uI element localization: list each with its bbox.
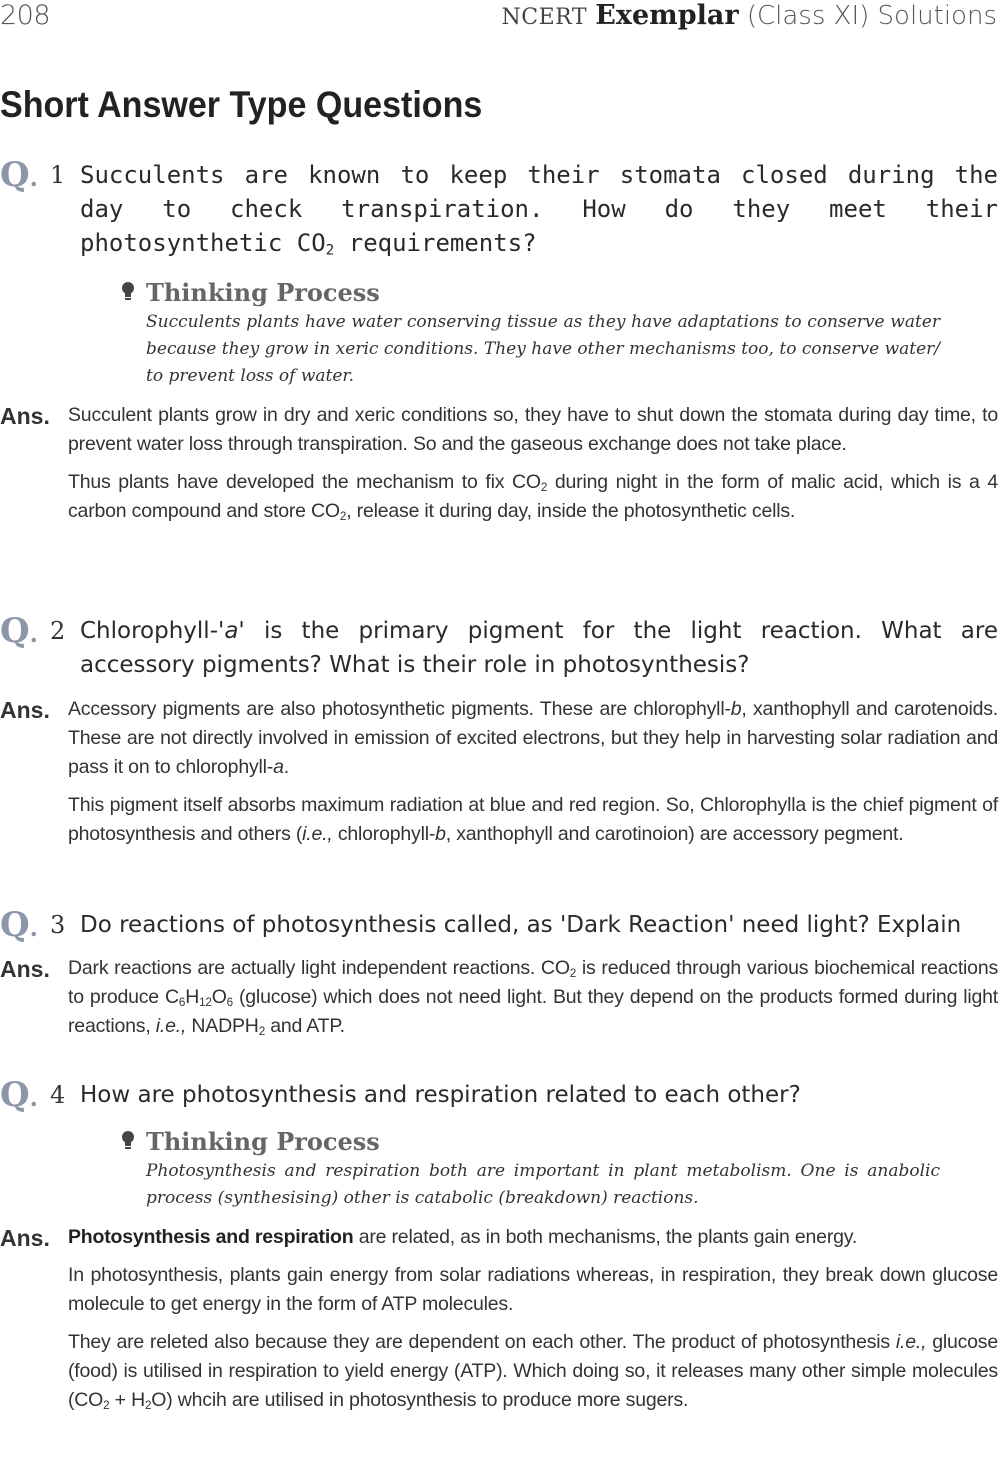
answer-paragraph: Succulent plants grow in dry and xeric conditions so, they have to shut down the stomata during day time, to prevent water loss through transpiration. So and the gaseous exchange does not take place.	[68, 404, 998, 455]
question-marker: Q.	[0, 611, 38, 651]
question-text: How are photosynthesis and respiration related to each other?	[80, 1082, 801, 1108]
answer-label: Ans.	[0, 697, 50, 723]
answer-paragraph: Dark reactions are actually light independent reactions. $CO_2$ is reduced through various biochemical reactions to produce $C_6H_{12}O_6$ (glucose) which does not need light. But they depend on the products formed during light reactions, i.e., $NADPH_2$ and ATP.	[68, 957, 999, 1038]
running-title-suffix: (Class XI) Solutions	[746, 1, 997, 31]
answer-text	[68, 954, 998, 1050]
question-number: 1	[50, 161, 66, 189]
thinking-process-text: Succulents plants have water conserving tissue as they have adaptations to conserve water because they grow in xeric conditions. They have other mechanisms too, to conserve water/ to prevent loss of water.	[146, 312, 940, 386]
thinking-process-label: Thinking Process	[146, 277, 380, 307]
question-marker: Q.	[0, 1075, 38, 1115]
answer-label: Ans.	[0, 1225, 50, 1251]
answer-text	[68, 695, 998, 858]
answer-paragraph: Thus plants have developed the mechanism to fix $CO_2$ during night in the form of malic acid, which is a 4 carbon compound and store $CO_2$, release it during day, inside the photosynthetic cells.	[68, 471, 998, 523]
question-marker: Q.	[0, 905, 38, 945]
question-4	[0, 1075, 999, 1115]
running-title-main: Exemplar	[595, 0, 739, 31]
page-number: 208	[0, 0, 51, 31]
thinking-process-4	[120, 1124, 940, 1212]
thinking-process-heading	[120, 1124, 940, 1158]
page-header	[0, 0, 999, 36]
question-3	[0, 905, 999, 945]
answer-label: Ans.	[0, 956, 50, 982]
answer-paragraph: In photosynthesis, plants gain energy from solar radiations whereas, in respiration, they break down glucose molecule to get energy in the form of ATP molecules.	[68, 1264, 998, 1315]
question-marker: Q.	[0, 155, 38, 195]
answer-paragraph: Photosynthesis and respiration are related, as in both mechanisms, the plants gain energy.	[68, 1226, 858, 1248]
question-2	[0, 611, 999, 684]
answer-paragraph: This pigment itself absorbs maximum radiation at blue and red region. So, Chlorophylla is the chief pigment of photosynthesis and others (i.e., chlorophyll-b, xanthophyll and carotinoion) are accessory pegment.	[68, 794, 998, 845]
answer-paragraph: Accessory pigments are also photosynthetic pigments. These are chlorophyll-b, xanthophyll and carotenoids. These are not directly involved in emission of excited electrons, but they help in harvesting solar radiation and pass it on to chlorophyll-a.	[68, 698, 999, 778]
thinking-process-1	[120, 275, 940, 390]
answer-text	[68, 401, 998, 535]
section-title: Short Answer Type Questions	[0, 84, 483, 125]
running-title-prefix: NCERT	[501, 5, 588, 30]
lightbulb-icon	[120, 281, 136, 303]
question-number: 3	[50, 911, 66, 939]
question-text: Succulents are known to keep their stomata closed during the day to check transpiration. How do they meet their photosynthetic $CO_2$ requirements?	[80, 161, 998, 259]
question-number: 4	[50, 1081, 66, 1109]
thinking-process-heading	[120, 275, 940, 309]
lightbulb-icon	[120, 1130, 136, 1152]
question-number: 2	[50, 617, 66, 645]
answer-text	[68, 1223, 998, 1424]
thinking-process-label: Thinking Process	[146, 1126, 380, 1156]
question-text: Do reactions of photosynthesis called, as 'Dark Reaction' need light? Explain	[80, 912, 962, 938]
question-1	[0, 155, 999, 268]
answer-label: Ans.	[0, 403, 50, 429]
running-title	[502, 0, 997, 31]
answer-paragraph: They are releted also because they are dependent on each other. The product of photosynthesis i.e., glucose (food) is utilised in respiration to yield energy (ATP). Which doing so, it releases many other simple molecules $(CO_2 + H_2O)$ whcih are utilised in photosynthesis to produce more sugers.	[68, 1331, 999, 1412]
thinking-process-text: Photosynthesis and respiration both are important in plant metabolism. One is anabolic process (synthesising) other is catabolic (breakdown) reactions.	[146, 1161, 940, 1208]
question-text: Chlorophyll-'a' is the primary pigment for the light reaction. What are accessory pigments? What is their role in photosynthesis?	[80, 618, 998, 678]
